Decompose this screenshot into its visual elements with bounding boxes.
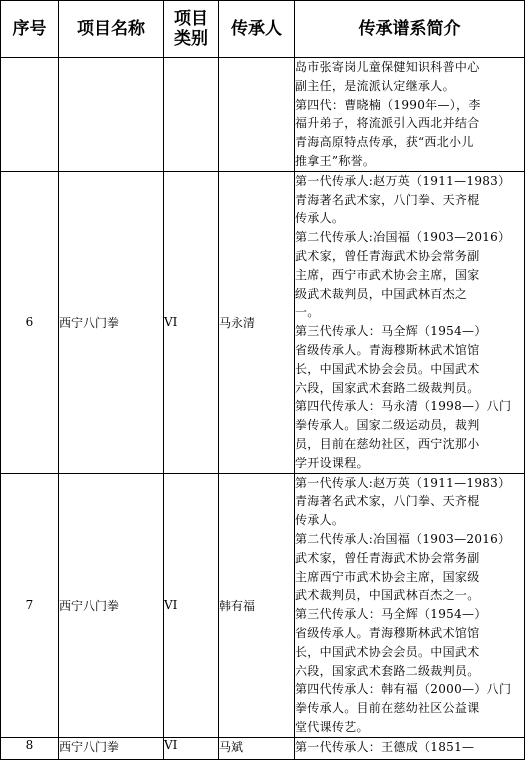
cell-seq: 8: [1, 737, 59, 759]
lineage-line: 省级传承人。青海穆斯林武术馆馆: [295, 342, 480, 357]
lineage-line: 拳传承人。国家二级运动员，裁判: [295, 418, 480, 433]
lineage-line: 岛市张寄岗儿童保健知识科普中心: [295, 60, 480, 74]
lineage-line: 六段，国家武术套路二级裁判员。: [295, 663, 480, 678]
lineage-line: 长，中国武术协会会员。中国武术: [295, 361, 480, 376]
lineage-line: 武术家，曾任青海武术协会常务副: [295, 550, 480, 565]
lineage-line: 第三代传承人：马全辉（1954—）: [295, 607, 487, 622]
lineage-line: 主席，西宁市武术协会主席，国家: [295, 267, 480, 282]
lineage-line: 学开设课程。: [295, 455, 369, 470]
lineage-line: 武术裁判员，中国武林百杰之一。: [295, 588, 480, 603]
header-project-name: 项目名称: [59, 1, 164, 58]
lineage-line: 推拿王”称誉。: [295, 153, 376, 168]
lineage-line: 长，中国武术协会会员。中国武术: [295, 644, 480, 659]
cell-category: VI: [164, 171, 219, 473]
cell-lineage: [295, 737, 525, 759]
lineage-line: 第三代传承人：马全辉（1954—）: [295, 324, 487, 339]
cell-lineage: [295, 171, 525, 473]
lineage-line: 第二代传承人:冶国福（1903—2016）: [295, 230, 511, 245]
cell-inheritor: 马永清: [219, 171, 295, 473]
cell-lineage: [295, 58, 525, 172]
lineage-line: 第四代传承人：韩有福（2000—）八门: [295, 682, 512, 697]
lineage-line: 省级传承人。青海穆斯林武术馆馆: [295, 625, 480, 640]
header-seq: 序号: [1, 1, 59, 58]
header-lineage: 传承谱系简介: [295, 1, 525, 58]
lineage-line: 一。: [295, 305, 320, 320]
table-row: [1, 737, 525, 759]
cell-inheritor: 马斌: [219, 737, 295, 759]
lineage-line: 员，目前在慈幼社区，西宁沈那小: [295, 436, 480, 451]
lineage-line: 第一代传承人:赵万英（1911—1983）: [295, 173, 511, 188]
lineage-line: 传承人。: [295, 513, 345, 528]
lineage-line: 武术家，曾任青海武术协会常务副: [295, 248, 480, 263]
cell-category: [164, 58, 219, 172]
cell-project-name: 西宁八门拳: [59, 737, 164, 759]
header-category: [164, 1, 219, 58]
lineage-line: 六段，国家武术套路二级裁判员。: [295, 380, 480, 395]
lineage-line: 第一代传承人:赵万英（1911—1983）: [295, 475, 511, 490]
lineage-line: 主席西宁市武术协会主席，国家级: [295, 569, 480, 584]
header-category-line1: 项目: [174, 9, 208, 29]
cell-lineage: [295, 473, 525, 737]
lineage-line: 拳传承人。目前在慈幼社区公益课: [295, 701, 480, 716]
lineage-line: 第四代：曹晓楠（1990年—），李: [295, 97, 481, 112]
cell-category: VI: [164, 737, 219, 759]
cell-project-name: 西宁八门拳: [59, 171, 164, 473]
lineage-line: 堂代课传艺。: [295, 719, 369, 734]
lineage-line: 福升弟子，将流派引入西北并结合: [295, 116, 480, 131]
lineage-line: 第四代传承人：马永清（1998—）八门: [295, 399, 512, 414]
lineage-line: 传承人。: [295, 211, 345, 226]
lineage-line: 副主任，是流派认定继承人。: [295, 78, 455, 93]
cell-inheritor: 韩有福: [219, 473, 295, 737]
cell-seq: 6: [1, 171, 59, 473]
lineage-line: 级武术裁判员，中国武林百杰之: [295, 286, 468, 301]
lineage-line: 第二代传承人:冶国福（1903—2016）: [295, 531, 511, 546]
header-inheritor: 传承人: [219, 1, 295, 58]
lineage-line: 青海著名武术家，八门拳、天齐棍: [295, 494, 480, 509]
lineage-line: 第一代传承人：王德成（1851—: [295, 739, 475, 754]
cell-seq: 7: [1, 473, 59, 737]
cell-project-name: [59, 58, 164, 172]
cell-project-name: 西宁八门拳: [59, 473, 164, 737]
table-row: [1, 473, 525, 737]
lineage-line: 青海高原特点传承，获“西北小儿: [295, 135, 474, 150]
cell-seq: [1, 58, 59, 172]
lineage-line: 青海著名武术家，八门拳、天齐棍: [295, 192, 480, 207]
header-category-line2: 类别: [174, 29, 208, 49]
header-row: [1, 1, 525, 58]
cell-inheritor: [219, 58, 295, 172]
table-row: [1, 171, 525, 473]
cell-category: VI: [164, 473, 219, 737]
table-row: [1, 58, 525, 172]
